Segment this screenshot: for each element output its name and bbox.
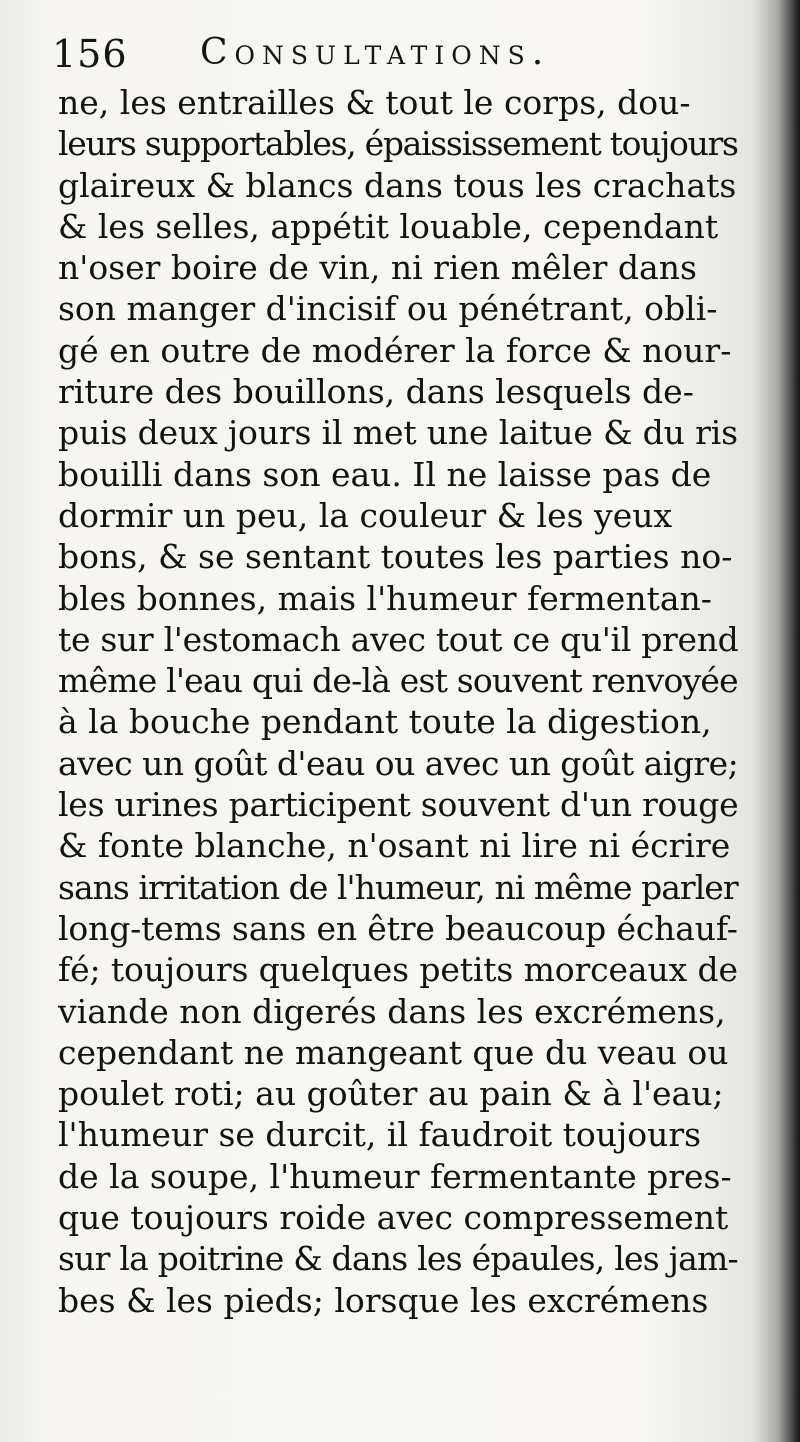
text-line: n'oser boire de vin, ni rien mêler dans [58, 248, 697, 288]
text-line: puis deux jours il met une laitue & du ris [58, 413, 738, 453]
text-line: & les selles, appétit louable, cependant [58, 206, 719, 246]
text-line: sans irritation de l'humeur, ni même parler [58, 867, 738, 907]
text-line: te sur l'estomach avec tout ce qu'il prend [58, 619, 739, 659]
text-line: cependant ne mangeant que du veau ou [58, 1032, 729, 1072]
text-line: son manger d'incisif ou pénétrant, obli- [58, 289, 718, 329]
text-line: bes & les pieds; lorsque les excrémens [58, 1280, 709, 1320]
text-line: les urines participent souvent d'un rouge [58, 785, 739, 825]
page-number: 156 [52, 32, 128, 76]
text-line: à la bouche pendant toute la digestion, [58, 702, 712, 742]
text-line: bouilli dans son eau. Il ne laisse pas de [58, 454, 712, 494]
text-line: long-tems sans en être beaucoup échauf- [58, 908, 738, 948]
text-line: dormir un peu, la couleur & les yeux [58, 495, 673, 535]
text-line: fé; toujours quelques petits morceaux de [58, 950, 738, 990]
running-head: Consultations. [200, 32, 551, 73]
body-text [58, 82, 738, 1321]
text-line: ne, les entrailles & tout le corps, dou- [58, 83, 691, 122]
text-line: que toujours roide avec compressement [58, 1198, 729, 1238]
page-edge-shadow [778, 0, 800, 1442]
page-header [52, 30, 752, 80]
text-line: bons, & se sentant toutes les parties no- [58, 537, 733, 577]
text-line: gé en outre de modérer la force & nour- [58, 330, 732, 370]
text-line: l'humeur se durcit, il faudroit toujours [58, 1115, 702, 1155]
text-line: poulet roti; au goûter au pain & à l'eau; [58, 1074, 724, 1114]
text-line: de la soupe, l'humeur fermentante pres- [58, 1156, 732, 1196]
text-line: avec un goût d'eau ou avec un goût aigre; [58, 743, 739, 783]
text-line: leurs supportables, épaississement toujours [58, 124, 738, 164]
text-line: & fonte blanche, n'osant ni lire ni écrire [58, 826, 731, 866]
text-line: viande non digerés dans les excrémens, [58, 991, 726, 1031]
text-line: bles bonnes, mais l'humeur fermentan- [58, 578, 712, 618]
text-line: riture des bouillons, dans lesquels de- [58, 372, 694, 412]
text-line: glaireux & blancs dans tous les crachats [58, 165, 737, 205]
text-line: même l'eau qui de-là est souvent renvoyée [58, 661, 738, 701]
text-line: sur la poitrine & dans les épaules, les jam- [58, 1239, 738, 1279]
